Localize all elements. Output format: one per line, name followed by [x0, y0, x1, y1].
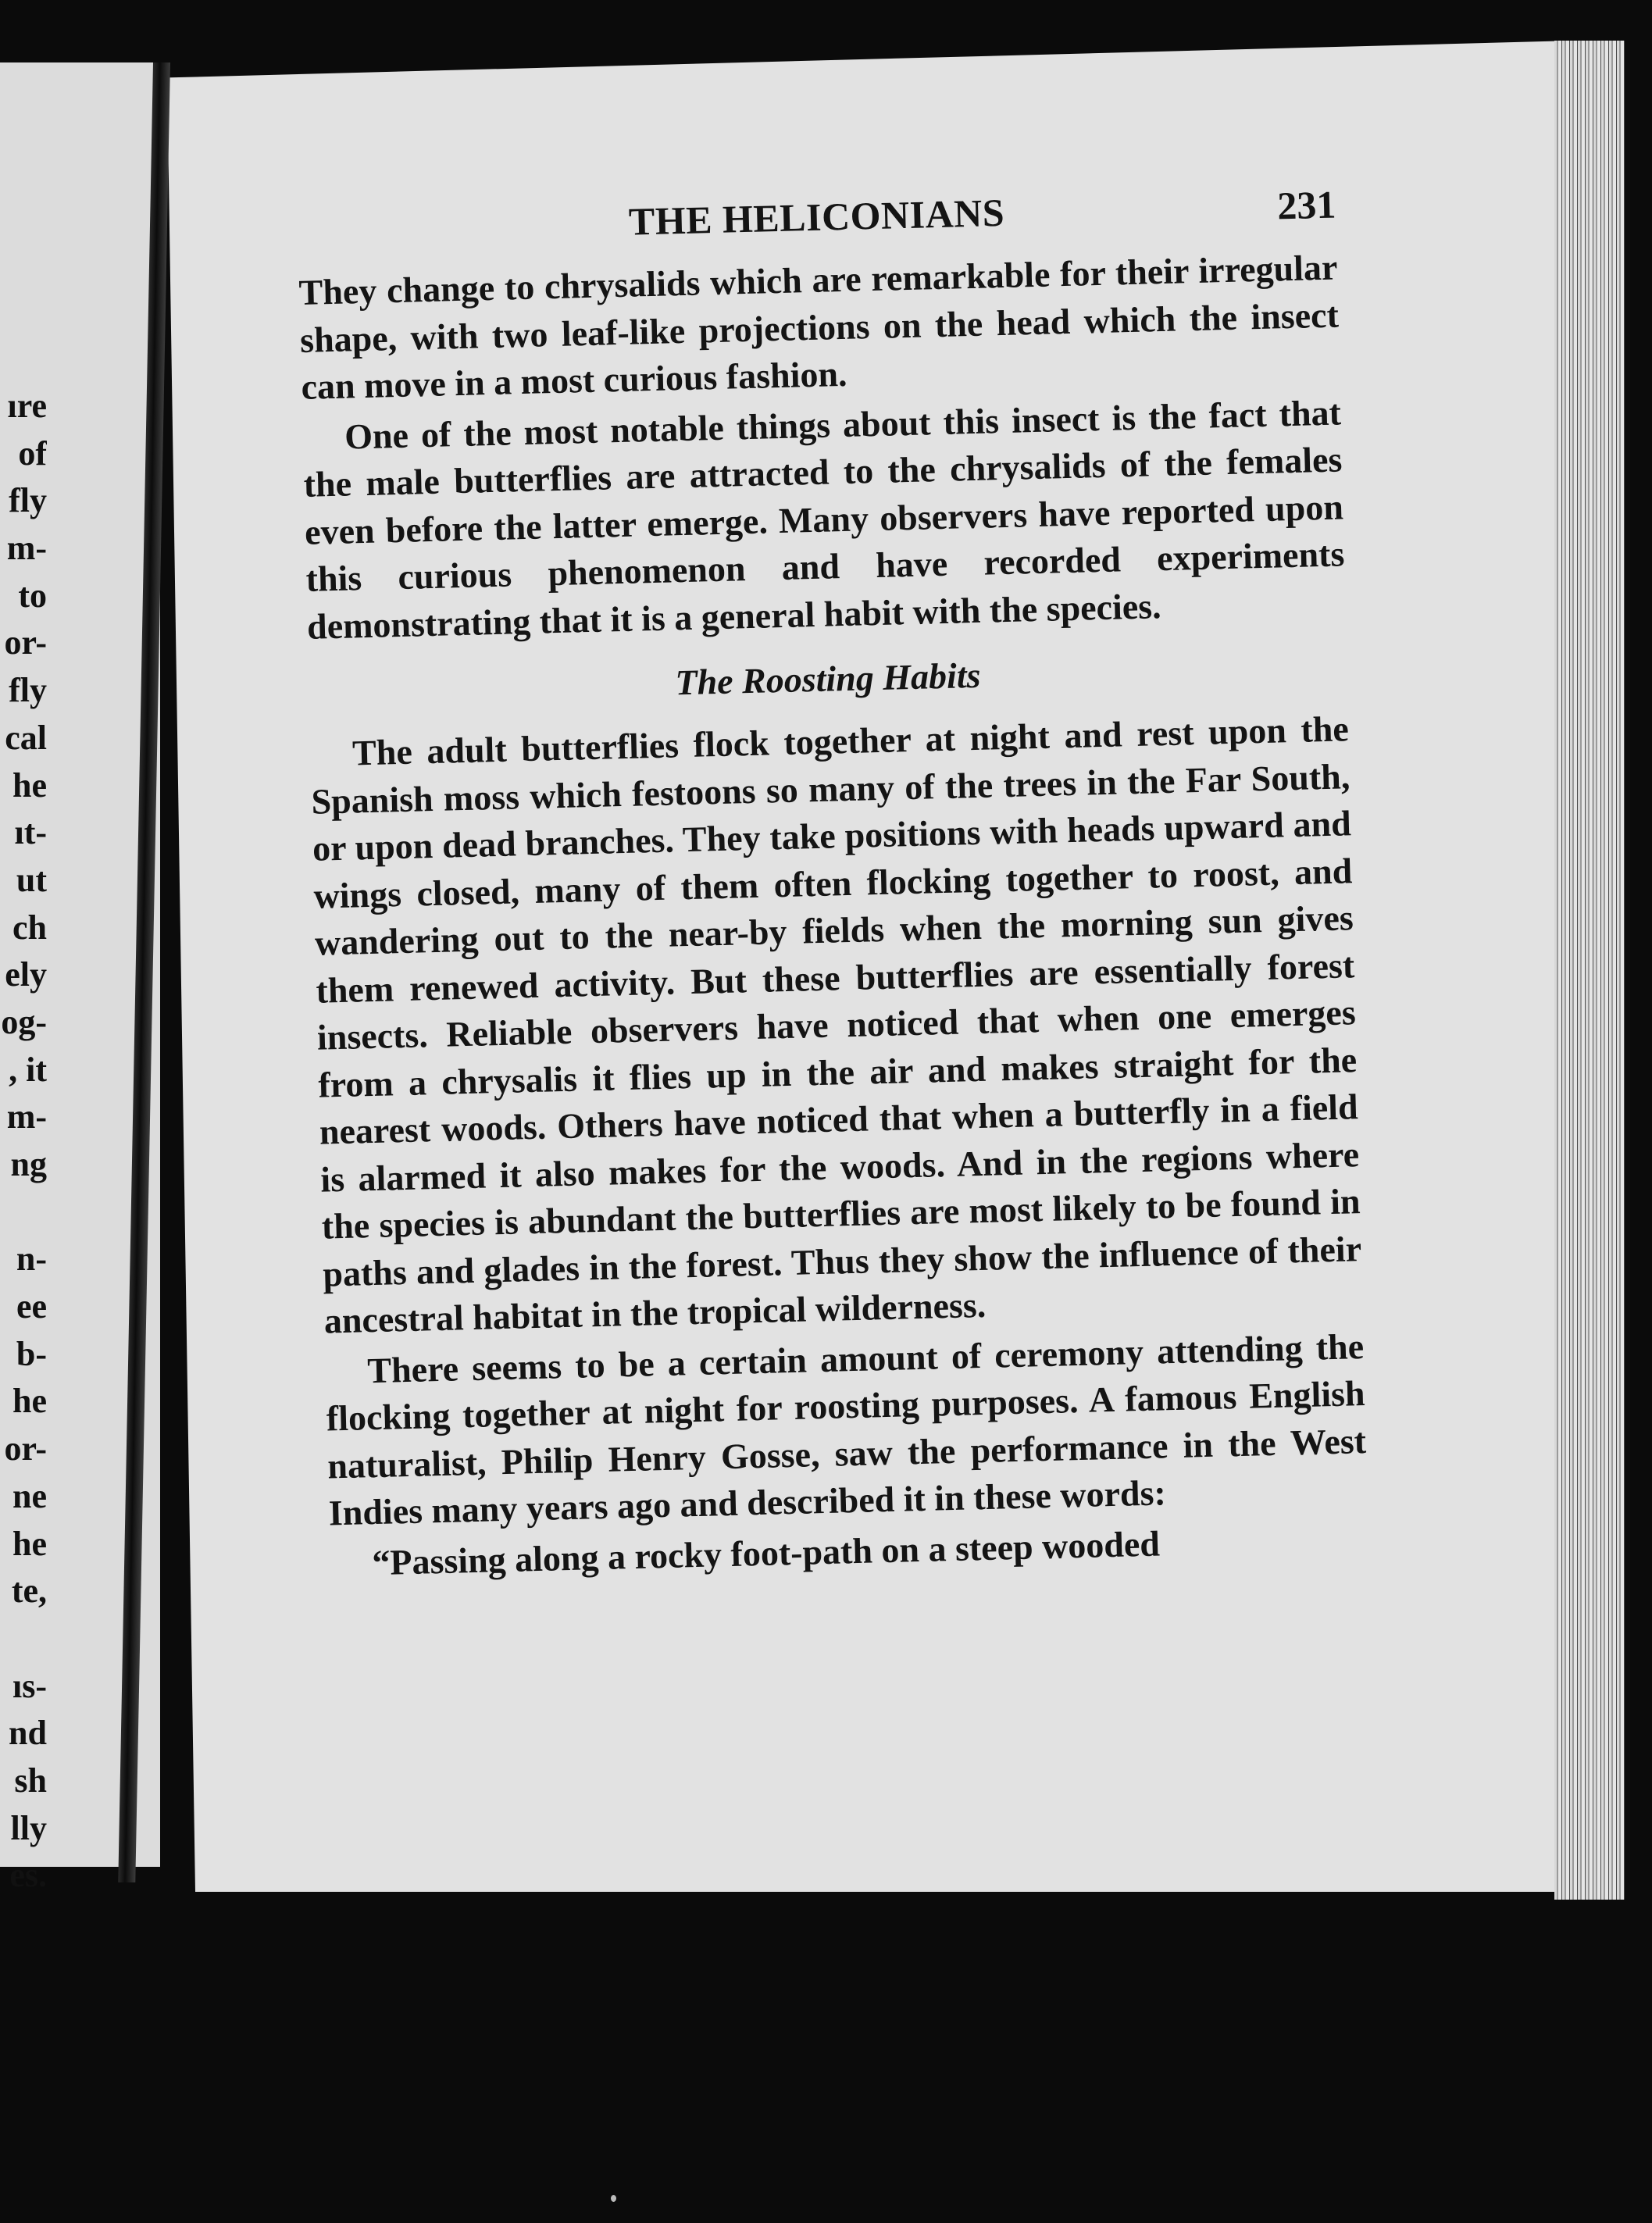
paragraph: One of the most notable things about this insect is the fact that the male butterflies are attracted to the chrysalids of the females even before the latter emerge. Many observers have reported upon this curious phenomenon and have recorded experiments demonstrating that it is a general habit with the species.	[303, 391, 1345, 647]
fragment-line: fly	[9, 671, 47, 710]
fragment-line: or-	[4, 1429, 47, 1468]
fragment-line: ee	[16, 1287, 47, 1326]
paragraph: The adult butterflies flock together at night and rest upon the Spanish moss which festoons so many of the trees in the Far South, or upon dead branches. They take positions with heads upward and wings closed, many of them often flocking together to roost, and wandering out to the near-by fields when the morning sun gives them renewed activity. But these butterflies are essentially forest insects. Reliable observers have noticed that when one emerges from a chrysalis it flies up in the air and makes straight for the nearest woods. Others have noticed that when a butterfly in a field is alarmed it also makes for the woods. And in the regions where the species is abundant the butterflies are most likely to be found in paths and glades in the forest. Thus they show the influence of their ancestral habitat in the tropical wilderness.	[310, 708, 1362, 1341]
paragraph: There seems to be a certain amount of ceremony attending the flocking together at night for roosting purposes. A famous English naturalist, Philip Henry Gosse, saw the performance in the West Indies many years ago and described it in these words:	[326, 1326, 1367, 1533]
fragment-line: he	[12, 1524, 47, 1563]
fragment-line: ely	[5, 955, 47, 994]
section-heading: The Roosting Habits	[674, 655, 982, 703]
fragment-line: b-	[16, 1334, 47, 1373]
paragraph: “Passing along a rocky foot-path on a steep wooded	[371, 1523, 1161, 1583]
fragment-line: te,	[11, 1572, 47, 1611]
fragment-line: he	[12, 765, 47, 805]
fragment-line: ıs-	[12, 1666, 47, 1705]
fragment-line	[0, 1189, 47, 1236]
fragment-line: of	[18, 434, 47, 473]
page-edges	[1554, 41, 1625, 1900]
fragment-line: og-	[1, 1002, 47, 1041]
fragment-line: m-	[6, 1097, 47, 1136]
fragment-line: fly	[9, 481, 47, 520]
fragment-line: es.	[9, 1856, 47, 1895]
fragment-line: he	[12, 1382, 47, 1421]
fragment-line: ch	[12, 908, 47, 947]
fragment-line: or-	[4, 623, 47, 662]
fragment-line: ne	[12, 1476, 47, 1515]
fragment-line: to	[18, 576, 47, 615]
fragment-line	[0, 1615, 47, 1663]
fragment-line: , it	[9, 1050, 47, 1089]
fragment-line: ut	[16, 860, 47, 899]
page-number: 231	[1276, 182, 1336, 228]
fragment-line: nd	[9, 1714, 47, 1753]
fragment-line: n-	[16, 1240, 47, 1279]
running-title: THE HELICONIANS	[628, 190, 1005, 244]
page-text	[297, 182, 1369, 1591]
previous-page-text-fragments	[0, 383, 47, 1900]
fragment-line: ng	[10, 1145, 47, 1183]
fragment-line: sh	[14, 1761, 47, 1800]
fragment-line: ıt-	[14, 813, 47, 852]
fragment-line: m-	[6, 529, 47, 568]
fragment-line: cal	[5, 718, 47, 757]
fragment-line: lly	[10, 1808, 47, 1847]
dust-speck	[611, 2195, 616, 2202]
fragment-line: ıre	[7, 387, 47, 425]
paragraph: They change to chrysalids which are remarkable for their irregular shape, with two leaf-like projections on the head which the insect can move in a most curious fashion.	[298, 247, 1340, 407]
